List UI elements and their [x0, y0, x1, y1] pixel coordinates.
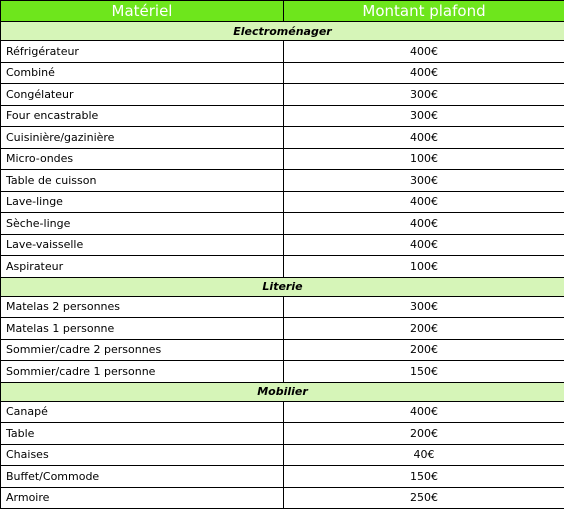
item-amount: 250€ [284, 487, 564, 509]
section-title: Electroménager [1, 22, 564, 41]
item-amount: 400€ [284, 62, 564, 84]
item-name: Cuisinière/gazinière [1, 127, 284, 149]
item-amount: 300€ [284, 170, 564, 192]
column-header-ceiling-amount: Montant plafond [284, 1, 564, 22]
item-name: Réfrigérateur [1, 41, 284, 63]
item-name: Sommier/cadre 1 personne [1, 361, 284, 383]
item-amount: 300€ [284, 84, 564, 106]
table-row [1, 361, 564, 383]
table-row [1, 466, 564, 488]
item-name: Matelas 2 personnes [1, 296, 284, 318]
section-title: Mobilier [1, 382, 564, 401]
table-row [1, 62, 564, 84]
section-header-row [1, 382, 564, 401]
item-amount: 400€ [284, 234, 564, 256]
item-name: Lave-vaisselle [1, 234, 284, 256]
item-name: Congélateur [1, 84, 284, 106]
item-amount: 100€ [284, 256, 564, 278]
table-row [1, 127, 564, 149]
item-name: Sèche-linge [1, 213, 284, 235]
item-amount: 400€ [284, 127, 564, 149]
item-name: Four encastrable [1, 105, 284, 127]
item-name: Micro-ondes [1, 148, 284, 170]
item-amount: 100€ [284, 148, 564, 170]
item-name: Combiné [1, 62, 284, 84]
item-amount: 400€ [284, 213, 564, 235]
table-row [1, 444, 564, 466]
item-amount: 200€ [284, 339, 564, 361]
item-amount: 200€ [284, 423, 564, 445]
section-header-row [1, 277, 564, 296]
section-title: Literie [1, 277, 564, 296]
table-body [1, 22, 564, 509]
item-amount: 40€ [284, 444, 564, 466]
section-header-row [1, 22, 564, 41]
item-amount: 150€ [284, 361, 564, 383]
item-name: Lave-linge [1, 191, 284, 213]
table-header-row [1, 1, 564, 22]
item-name: Matelas 1 personne [1, 318, 284, 340]
table-row [1, 234, 564, 256]
table-row [1, 296, 564, 318]
table-row [1, 423, 564, 445]
table-row [1, 84, 564, 106]
item-name: Sommier/cadre 2 personnes [1, 339, 284, 361]
item-amount: 300€ [284, 296, 564, 318]
table-row [1, 256, 564, 278]
table-row [1, 191, 564, 213]
item-name: Canapé [1, 401, 284, 423]
item-name: Chaises [1, 444, 284, 466]
item-name: Table [1, 423, 284, 445]
table-row [1, 401, 564, 423]
item-amount: 200€ [284, 318, 564, 340]
item-name: Buffet/Commode [1, 466, 284, 488]
item-amount: 400€ [284, 41, 564, 63]
item-name: Armoire [1, 487, 284, 509]
table-row [1, 213, 564, 235]
column-header-material: Matériel [1, 1, 284, 22]
item-amount: 400€ [284, 401, 564, 423]
item-name: Aspirateur [1, 256, 284, 278]
table-row [1, 41, 564, 63]
table-row [1, 487, 564, 509]
item-amount: 300€ [284, 105, 564, 127]
item-amount: 400€ [284, 191, 564, 213]
table-row [1, 105, 564, 127]
table-row [1, 170, 564, 192]
item-name: Table de cuisson [1, 170, 284, 192]
table-row [1, 148, 564, 170]
table-row [1, 318, 564, 340]
table-row [1, 339, 564, 361]
item-amount: 150€ [284, 466, 564, 488]
